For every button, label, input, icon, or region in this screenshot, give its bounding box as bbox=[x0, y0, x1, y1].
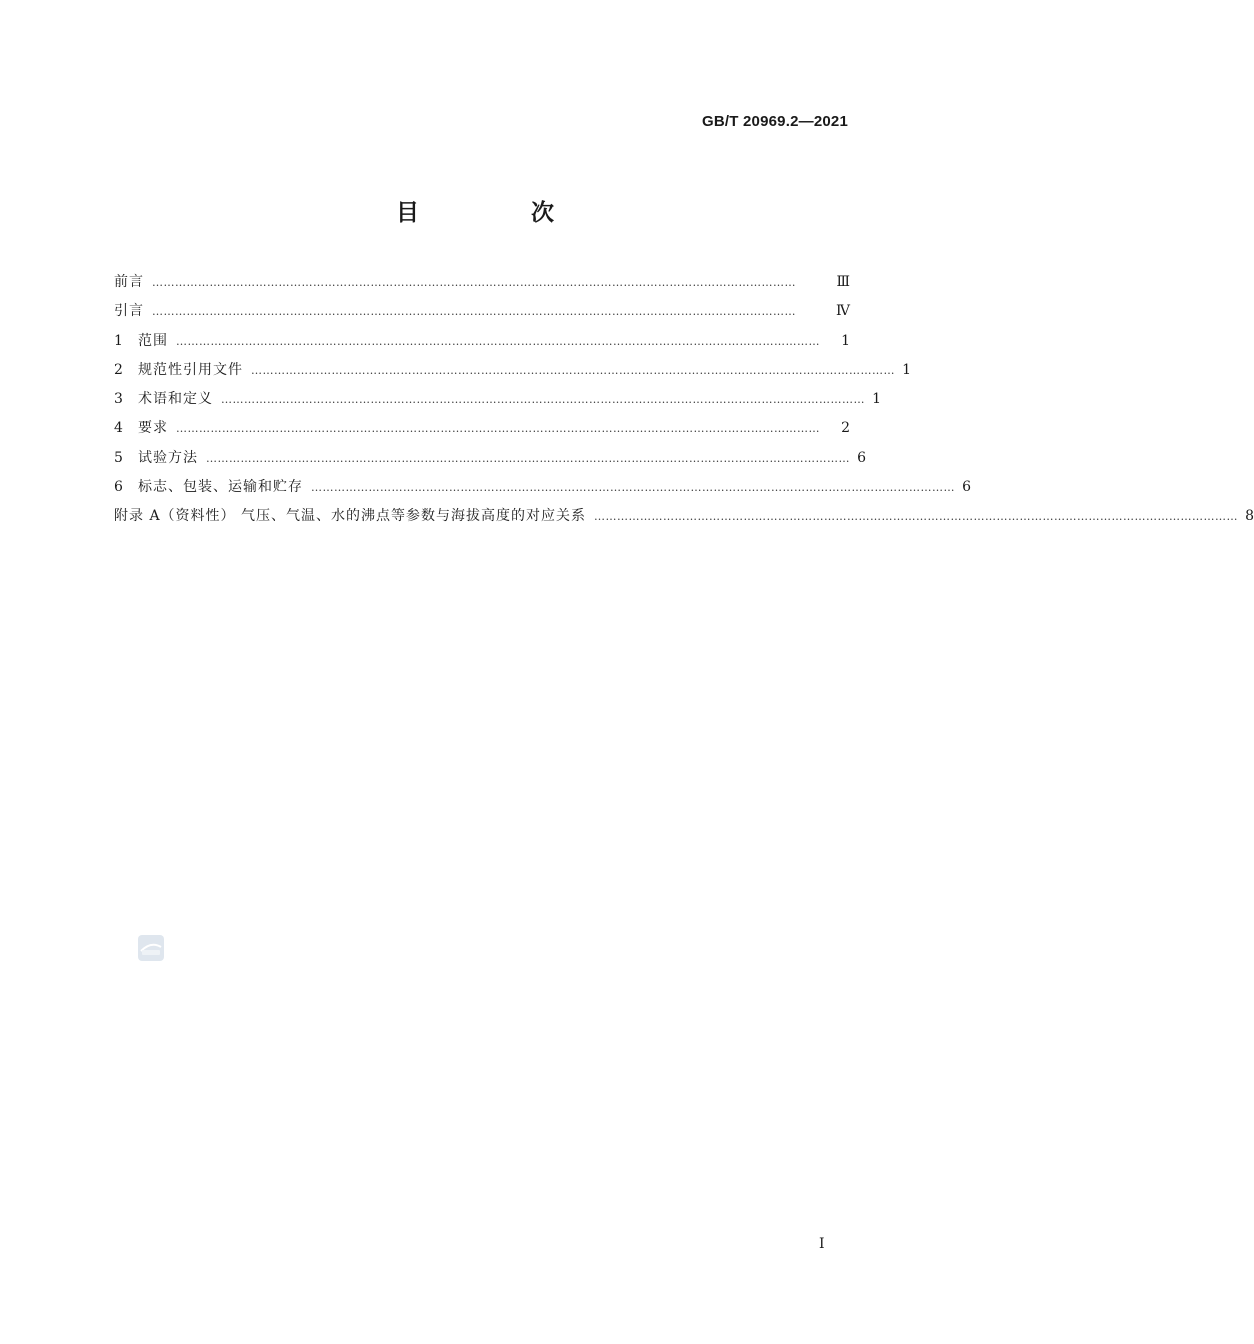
toc-entry-number: 3 bbox=[114, 391, 123, 408]
toc-entry-page: 6 bbox=[857, 449, 866, 466]
sac-watermark-logo-icon bbox=[138, 935, 164, 961]
toc-entry[interactable] bbox=[114, 300, 850, 329]
toc-entry-label: 引言 bbox=[114, 303, 144, 320]
toc-entry-number: 4 bbox=[114, 420, 123, 437]
toc-leader-dots: …………………………………………………………………………………………………………………………………………………… bbox=[176, 334, 820, 348]
toc-title: 目 次 bbox=[395, 200, 606, 226]
toc-entry-number: 6 bbox=[114, 479, 123, 496]
toc-entry-page: 6 bbox=[962, 479, 971, 496]
toc-entry-label: 规范性引用文件 bbox=[138, 361, 243, 378]
toc-entry[interactable] bbox=[114, 447, 866, 476]
toc-leader-dots: …………………………………………………………………………………………………………………………………………………… bbox=[594, 510, 1239, 524]
table-of-contents bbox=[114, 271, 1254, 535]
toc-leader-dots: …………………………………………………………………………………………………………………………………………………… bbox=[152, 276, 796, 289]
toc-entry-label: 标志、包装、运输和贮存 bbox=[138, 479, 303, 496]
toc-leader-dots: …………………………………………………………………………………………………………………………………………………… bbox=[311, 481, 955, 495]
toc-entry-label: 前言 bbox=[114, 274, 144, 290]
toc-entry-label: 术语和定义 bbox=[138, 391, 213, 408]
toc-entry-page: Ⅲ bbox=[836, 274, 850, 290]
toc-entry[interactable] bbox=[114, 271, 850, 300]
standard-code: GB/T 20969.2—2021 bbox=[702, 113, 848, 130]
toc-entry-page: 2 bbox=[841, 420, 850, 437]
toc-leader-dots: …………………………………………………………………………………………………………………………………………………… bbox=[221, 393, 865, 407]
toc-leader-dots: …………………………………………………………………………………………………………………………………………………… bbox=[206, 451, 850, 465]
toc-entry-label: 试验方法 bbox=[138, 449, 198, 466]
toc-entry-number: 2 bbox=[114, 361, 123, 378]
toc-entry-page: 8 bbox=[1245, 508, 1254, 525]
toc-leader-dots: …………………………………………………………………………………………………………………………………………………… bbox=[251, 363, 895, 377]
toc-leader-dots: …………………………………………………………………………………………………………………………………………………… bbox=[152, 305, 796, 319]
toc-entry[interactable] bbox=[114, 330, 850, 359]
toc-entry-number: 5 bbox=[114, 449, 123, 466]
toc-entry-label: 范围 bbox=[138, 332, 168, 349]
page-number: I bbox=[819, 1236, 825, 1252]
toc-entry[interactable] bbox=[114, 388, 881, 417]
toc-entry-label: 附录 A（资料性） 气压、气温、水的沸点等参数与海拔高度的对应关系 bbox=[114, 508, 587, 525]
toc-leader-dots: …………………………………………………………………………………………………………………………………………………… bbox=[176, 422, 820, 436]
toc-entry-page: 1 bbox=[841, 332, 850, 349]
toc-entry-page: Ⅳ bbox=[836, 303, 850, 320]
toc-entry-label: 要求 bbox=[138, 420, 168, 437]
toc-entry-page: 1 bbox=[902, 361, 911, 378]
toc-entry[interactable] bbox=[114, 505, 1254, 534]
toc-entry[interactable] bbox=[114, 476, 971, 505]
toc-entry[interactable] bbox=[114, 359, 911, 388]
toc-entry-page: 1 bbox=[872, 391, 881, 408]
toc-entry[interactable] bbox=[114, 417, 850, 446]
toc-entry-number: 1 bbox=[114, 332, 123, 349]
